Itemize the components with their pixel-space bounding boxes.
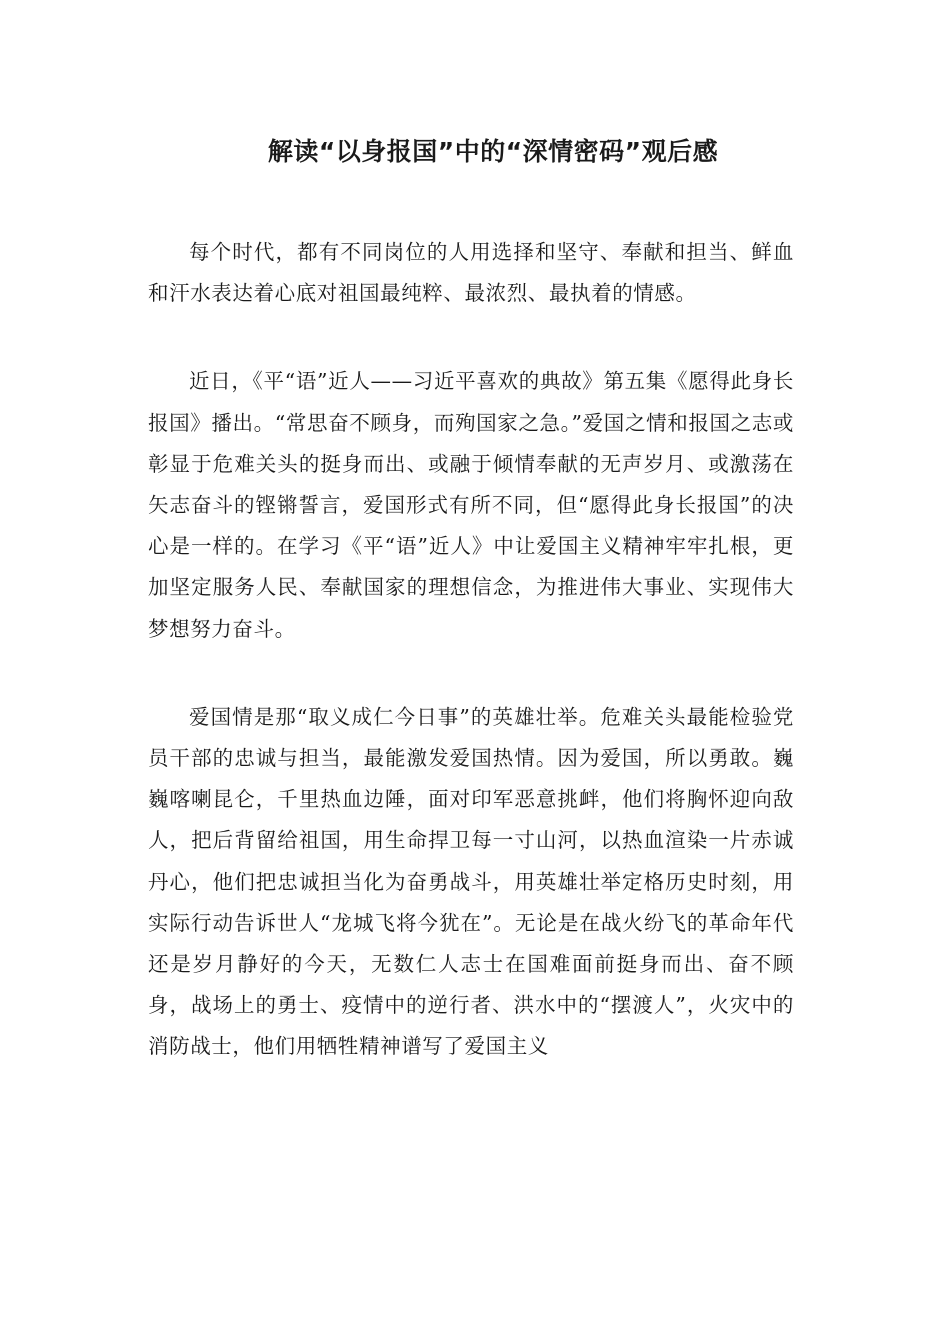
paragraph-3: 爱国情是那“取义成仁今日事”的英雄壮举。危难关头最能检验党员干部的忠诚与担当，最能激发爱国热情。因为爱国，所以勇敢。巍巍喀喇昆仑，千里热血边陲，面对印军恶意挑衅，他们将胸怀迎向敌人，把后背留给祖国，用生命捍卫每一寸山河，以热血渲染一片赤诚丹心，他们把忠诚担当化为奋勇战斗，用英雄壮举定格历史时刻，用实际行动告诉世人“龙城飞将今犹在”。无论是在战火纷飞的革命年代还是岁月静好的今天，无数仁人志士在国难面前挺身而出、奋不顾身，战场上的勇士、疫情中的逆行者、洪水中的“摆渡人”，火灾中的消防战士，他们用牺牲精神谱写了爱国主义 (148, 704, 794, 1059)
document-title: 解读“以身报国”中的“深情密码”观后感 (267, 137, 719, 166)
paragraph-2: 近日，《平“语”近人——习近平喜欢的典故》第五集《愿得此身长报国》播出。“常思奋不顾身，而殉国家之急。”爱国之情和报国之志或彰显于危难关头的挺身而出、或融于倾情奉献的无声岁月、或激荡在矢志奋斗的铿锵誓言，爱国形式有所不同，但“愿得此身长报国”的决心是一样的。在学习《平“语”近人》中让爱国主义精神牢牢扎根，更加坚定服务人民、奉献国家的理想信念，为推进伟大事业、实现伟大梦想努力奋斗。 (148, 369, 794, 641)
paragraph-1: 每个时代，都有不同岗位的人用选择和坚守、奉献和担当、鲜血和汗水表达着心底对祖国最纯粹、最浓烈、最执着的情感。 (148, 240, 794, 306)
document-body (148, 232, 794, 1115)
